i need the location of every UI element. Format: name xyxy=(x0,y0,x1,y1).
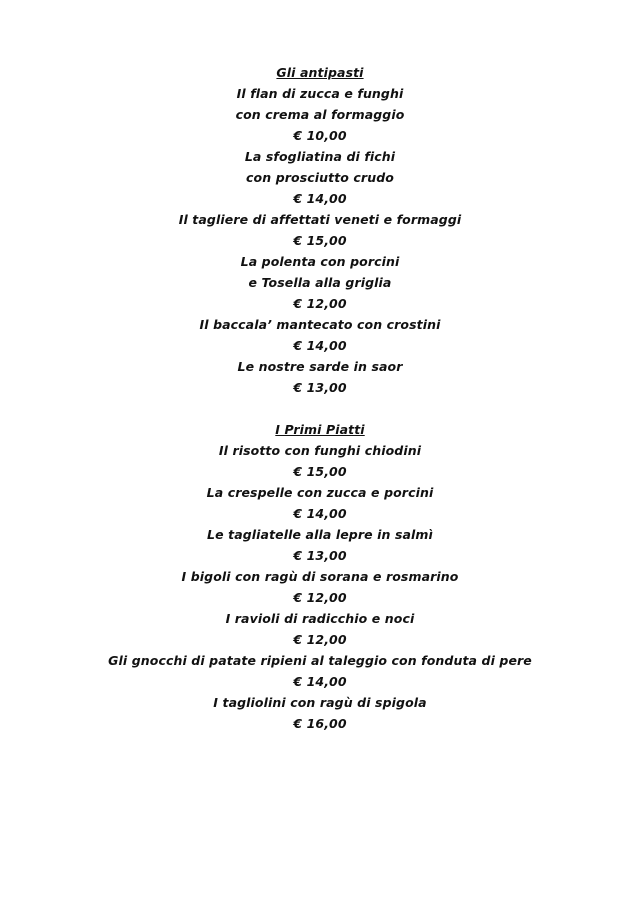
dish-line: Le nostre sarde in saor xyxy=(237,359,403,374)
dish-price: € 12,00 xyxy=(293,632,347,647)
menu-item xyxy=(0,440,640,482)
dish-line: Il risotto con funghi chiodini xyxy=(218,443,422,458)
dish-line: Il baccala’ mantecato con crostini xyxy=(199,317,441,332)
dish-line: I tagliolini con ragù di spigola xyxy=(213,695,427,710)
dish-line: con crema al formaggio xyxy=(235,107,405,122)
section-primi-piatti xyxy=(0,419,640,734)
dish-line: con prosciutto crudo xyxy=(246,170,394,185)
dish-line: Il tagliere di affettati veneti e formaggi xyxy=(178,212,462,227)
menu-item xyxy=(0,524,640,566)
menu-item xyxy=(0,650,640,692)
dish-line: Il flan di zucca e funghi xyxy=(236,86,404,101)
menu-item xyxy=(0,251,640,314)
dish-line: Le tagliatelle alla lepre in salmì xyxy=(207,527,433,542)
dish-line: La crespelle con zucca e porcini xyxy=(206,485,434,500)
menu-item xyxy=(0,209,640,251)
dish-price: € 10,00 xyxy=(293,128,347,143)
menu-item xyxy=(0,692,640,734)
dish-line: e Tosella alla griglia xyxy=(248,275,392,290)
dish-price: € 14,00 xyxy=(293,191,347,206)
menu-item xyxy=(0,314,640,356)
dish-price: € 15,00 xyxy=(293,464,347,479)
dish-price: € 13,00 xyxy=(293,380,347,395)
dish-line: La polenta con porcini xyxy=(240,254,400,269)
menu-body xyxy=(0,62,640,734)
dish-price: € 12,00 xyxy=(293,296,347,311)
dish-price: € 14,00 xyxy=(293,506,347,521)
dish-line: I ravioli di radicchio e noci xyxy=(225,611,415,626)
menu-item xyxy=(0,356,640,398)
section-title: I Primi Piatti xyxy=(275,422,365,437)
dish-price: € 12,00 xyxy=(293,590,347,605)
menu-item xyxy=(0,566,640,608)
menu-item xyxy=(0,83,640,146)
dish-price: € 14,00 xyxy=(293,338,347,353)
dish-price: € 13,00 xyxy=(293,548,347,563)
menu-item xyxy=(0,146,640,209)
dish-price: € 14,00 xyxy=(293,674,347,689)
dish-line: La sfogliatina di fichi xyxy=(244,149,396,164)
section-antipasti xyxy=(0,62,640,398)
menu-item xyxy=(0,482,640,524)
menu-item xyxy=(0,608,640,650)
section-spacer xyxy=(0,398,640,419)
dish-line: Gli gnocchi di patate ripieni al taleggio con fonduta di pere xyxy=(108,653,532,668)
dish-price: € 15,00 xyxy=(293,233,347,248)
section-title: Gli antipasti xyxy=(276,65,364,80)
dish-price: € 16,00 xyxy=(293,716,347,731)
dish-line: I bigoli con ragù di sorana e rosmarino xyxy=(181,569,459,584)
